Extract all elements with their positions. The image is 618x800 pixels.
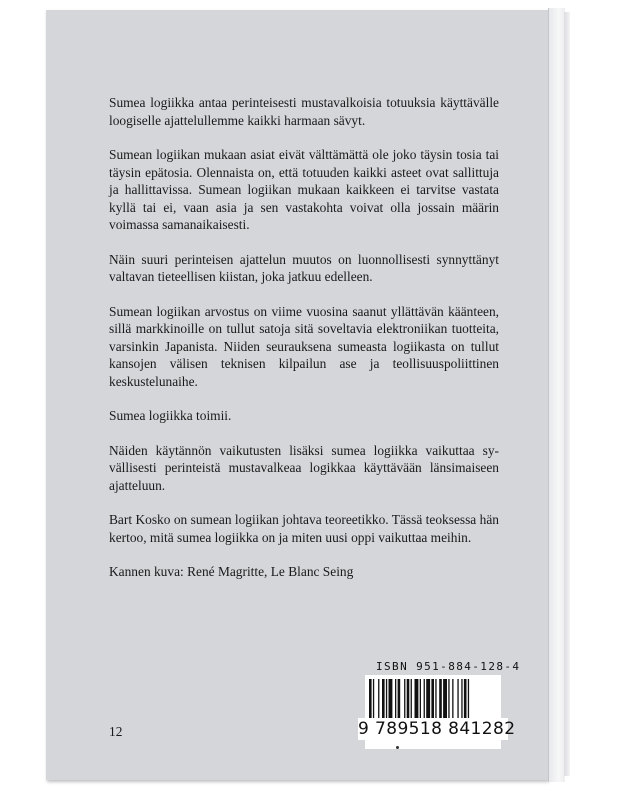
barcode-bar bbox=[398, 679, 401, 721]
barcode-dot bbox=[396, 746, 399, 749]
blurb-paragraph: Bart Kosko on sumean logiikan johtava teoreetikko. Tässä teoksessa hän kertoo, mitä sumea logiikka on ja miten uusi oppi vaikuttaa meihin. bbox=[109, 512, 499, 545]
back-cover-blurb bbox=[109, 94, 499, 598]
barcode-bar bbox=[443, 679, 447, 721]
blurb-paragraph: Sumean logiikan arvostus on viime vuosina saanut yllättävän käänteen, sillä markkinoille on tullut satoja sitä soveltavia elektroniikan tuotteita, varsinkin Japanista. Niiden seurauksena sumeasta logiikasta on tullut kansojen välisen teknisen kilpailun ase ja teollisuuspoliittinen keskustelunaihe. bbox=[109, 303, 499, 389]
page-number: 12 bbox=[109, 724, 123, 739]
barcode-bar bbox=[461, 679, 462, 721]
barcode-bar bbox=[382, 679, 385, 721]
barcode-bar bbox=[415, 679, 419, 721]
barcode-bar bbox=[431, 679, 434, 721]
barcode-bar bbox=[378, 679, 379, 721]
barcode-bar bbox=[464, 679, 467, 721]
barcode-bar bbox=[411, 679, 412, 721]
isbn-label: ISBN 951-884-128-4 bbox=[376, 660, 521, 673]
blurb-paragraph: Näin suuri perinteisen ajattelun muutos on luonnollisesti synnyttänyt valtavan tieteellisen kiistan, joka jatkuu edelleen. bbox=[109, 251, 499, 284]
barcode-bar bbox=[404, 679, 405, 721]
barcode-bar bbox=[395, 679, 396, 721]
barcode-bar bbox=[426, 679, 430, 721]
barcode-bar bbox=[439, 679, 442, 721]
barcode-bar bbox=[389, 679, 393, 721]
barcode-bar bbox=[407, 679, 410, 721]
page-edges bbox=[564, 12, 570, 776]
barcode-bar bbox=[457, 679, 458, 721]
blurb-paragraph: Näiden käytännön vaikutusten lisäksi sumea logiikka vaikuttaa syvällisesti perinteistä mustavalkeaa logikkaa käyttävään länsimaiseen ajatteluun. bbox=[109, 442, 499, 493]
barcode-bar bbox=[448, 679, 449, 721]
barcode-bar bbox=[386, 679, 387, 721]
blurb-paragraph: Sumea logiikka toimii. bbox=[109, 408, 232, 423]
blurb-paragraph: Sumean logiikan mukaan asiat eivät välttämättä ole joko täysin tosia tai täysin epätosia. Olennaista on, että totuuden kaikki asteet ovat sallittuja ja hallittavissa. Sumean logiikan mukaan kaikkeen ei tarvitse vastata kyllä tai ei, vaan asia ja sen vastakohta voivat olla jossain määrin voimassa samanaikaisesti. bbox=[109, 147, 499, 232]
book-spine bbox=[548, 8, 565, 782]
barcode-bar bbox=[435, 679, 436, 721]
barcode-digits: 9 789518 841282 bbox=[358, 719, 516, 739]
cover-credit: Kannen kuva: René Magritte, Le Blanc Seing bbox=[109, 564, 354, 579]
blurb-paragraph: Sumea logiikka antaa perinteisesti mustavalkoisia totuuksia käyttävälle loogiselle ajattelullemme kaikki harmaan sävyt. bbox=[109, 95, 499, 128]
barcode-bar bbox=[452, 679, 453, 721]
